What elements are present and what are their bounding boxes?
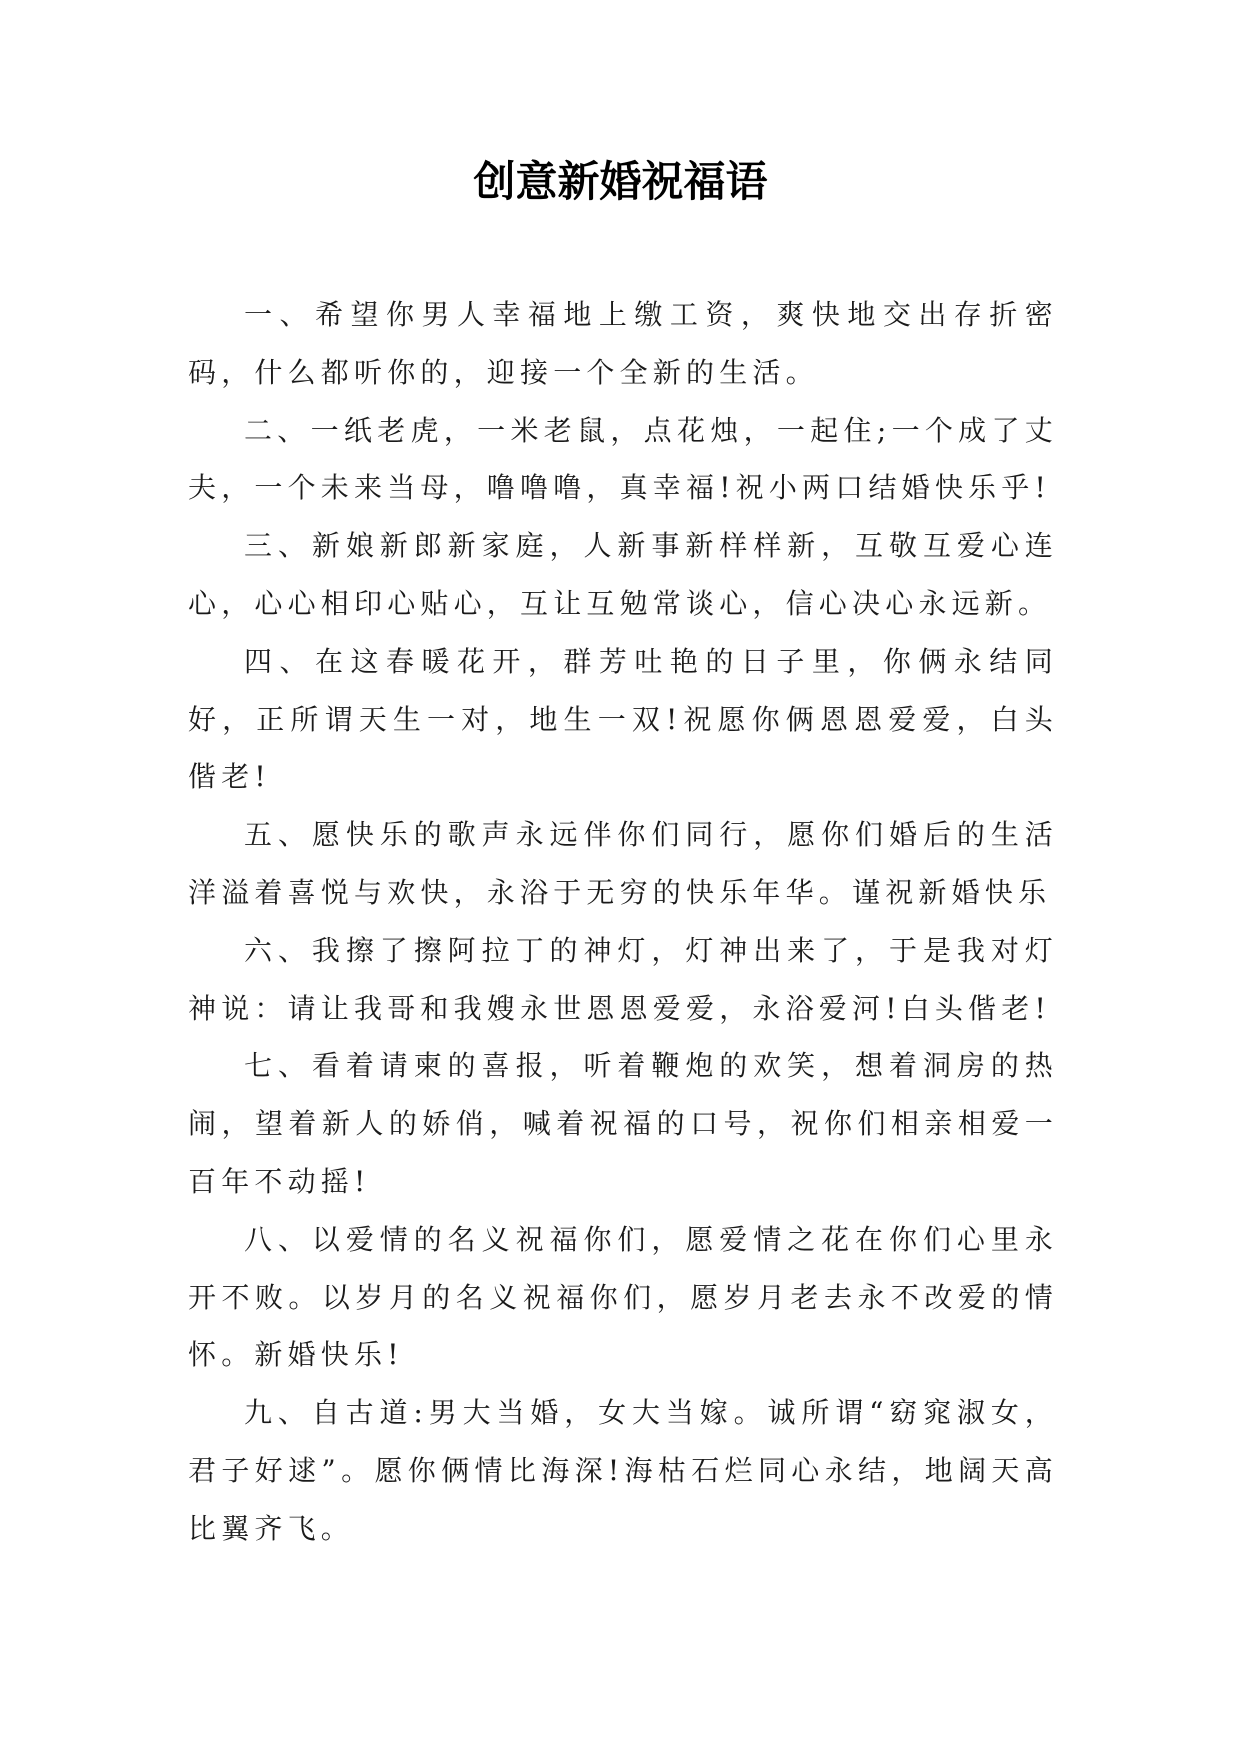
blessing-paragraph-7: 七、看着请柬的喜报，听着鞭炮的欢笑，想着洞房的热闹，望着新人的娇俏，喊着祝福的口号，祝你们相亲相爱一百年不动摇! [188, 1049, 1058, 1198]
blessing-paragraph-6: 六、我擦了擦阿拉丁的神灯，灯神出来了，于是我对灯神说：请让我哥和我嫂永世恩恩爱爱，永浴爱河!白头偕老! [188, 933, 1058, 1025]
blessing-paragraph-9: 九、自古道:男大当婚，女大当嫁。诚所谓“窈窕淑女，君子好逑”。愿你俩情比海深!海枯石烂同心永结，地阔天高比翼齐飞。 [188, 1396, 1058, 1545]
document-title: 创意新婚祝福语 [473, 157, 768, 206]
document-body [188, 286, 1058, 1558]
blessing-paragraph-2: 二、一纸老虎，一米老鼠，点花烛，一起住;一个成了丈夫，一个未来当母，噜噜噜，真幸福!祝小两口结婚快乐乎! [188, 413, 1058, 505]
blessing-paragraph-4: 四、在这春暖花开，群芳吐艳的日子里，你俩永结同好，正所谓天生一对，地生一双!祝愿你俩恩恩爱爱，白头偕老! [188, 644, 1058, 794]
blessing-paragraph-8: 八、以爱情的名义祝福你们，愿爱情之花在你们心里永开不败。以岁月的名义祝福你们，愿岁月老去永不改爱的情怀。新婚快乐! [188, 1222, 1058, 1372]
blessing-paragraph-3: 三、新娘新郎新家庭，人新事新样样新，互敬互爱心连心，心心相印心贴心，互让互勉常谈心，信心决心永远新。 [188, 529, 1058, 620]
blessing-paragraph-1: 一、希望你男人幸福地上缴工资，爽快地交出存折密码，什么都听你的，迎接一个全新的生活。 [188, 298, 1058, 389]
blessing-paragraph-5: 五、愿快乐的歌声永远伴你们同行，愿你们婚后的生活洋溢着喜悦与欢快，永浴于无穷的快乐年华。谨祝新婚快乐 [188, 818, 1058, 909]
